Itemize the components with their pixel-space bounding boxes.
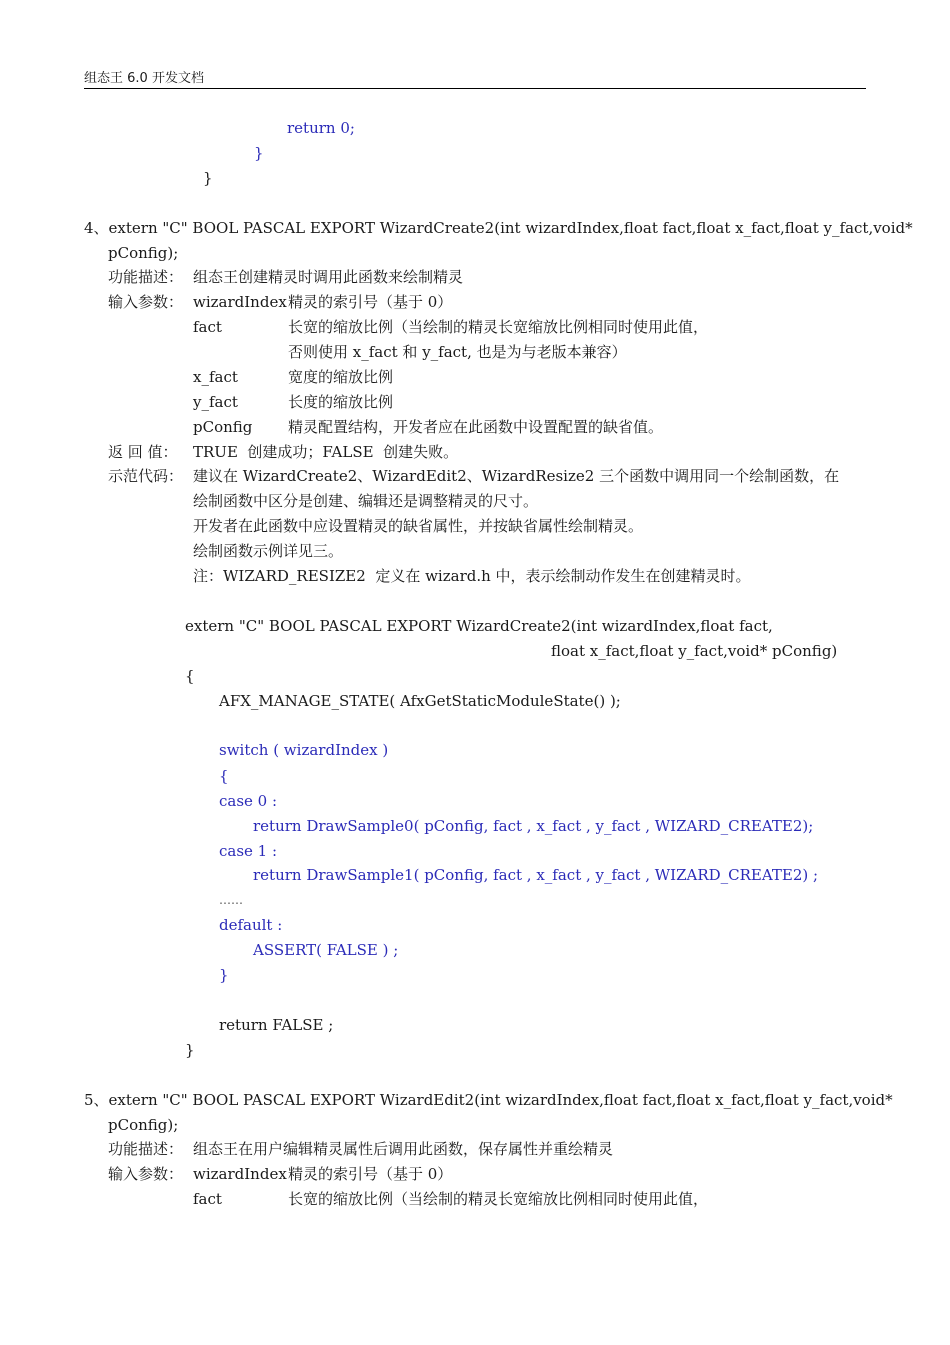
code-brace: } (254, 144, 264, 162)
code-return-false: return FALSE ; (219, 1016, 334, 1034)
return-text: TRUE 创建成功；FALSE 创建失败。 (193, 443, 459, 461)
code-ellipsis: …… (219, 893, 243, 907)
section5-signature-cont: pConfig); (108, 1116, 179, 1134)
code-return-zero: return 0; (287, 119, 355, 137)
example-line: 绘制函数示例详见三。 (193, 542, 344, 560)
param-text: 精灵配置结构，开发者应在此函数中设置配置的缺省值。 (288, 418, 664, 436)
example-label: 示范代码： (108, 467, 184, 485)
param-name: fact (193, 318, 222, 336)
desc-label: 功能描述： (108, 1140, 184, 1158)
code-signature: extern "C" BOOL PASCAL EXPORT WizardCreate2(int wizardIndex,float fact, (185, 617, 773, 635)
param-name: fact (193, 1190, 222, 1208)
param-name: x_fact (193, 368, 238, 386)
code-brace: } (203, 169, 213, 187)
code-brace: { (219, 767, 229, 785)
header-rule (84, 88, 866, 89)
param-label: 输入参数： (108, 293, 184, 311)
section4-signature: 4、extern "C" BOOL PASCAL EXPORT WizardCreate2(int wizardIndex,float fact,float x_fact,float y_fact,void* (84, 219, 913, 237)
code-switch: switch ( wizardIndex ) (219, 741, 389, 759)
desc-text: 组态王创建精灵时调用此函数来绘制精灵 (193, 268, 464, 286)
param-text: 宽度的缩放比例 (288, 368, 394, 386)
param-text: 精灵的索引号（基于 0） (288, 293, 453, 311)
code-afx: AFX_MANAGE_STATE( AfxGetStaticModuleState() ); (219, 692, 621, 710)
example-line: 注：WIZARD_RESIZE2 定义在 wizard.h 中，表示绘制动作发生在创建精灵时。 (193, 567, 751, 585)
param-label: 输入参数： (108, 1165, 184, 1183)
param-name: wizardIndex (193, 293, 287, 311)
param-text: 长宽的缩放比例（当绘制的精灵长宽缩放比例相同时使用此值， (288, 318, 709, 336)
example-line: 建议在 WizardCreate2、WizardEdit2、WizardResize2 三个函数中调用同一个绘制函数，在 (193, 467, 840, 485)
code-case: case 1 : (219, 842, 278, 860)
return-label: 返 回 值： (108, 443, 178, 461)
param-name: wizardIndex (193, 1165, 287, 1183)
code-return: return DrawSample0( pConfig, fact , x_fact , y_fact , WIZARD_CREATE2); (253, 817, 814, 835)
code-return: return DrawSample1( pConfig, fact , x_fact , y_fact , WIZARD_CREATE2) ; (253, 866, 819, 884)
code-brace: } (219, 966, 229, 984)
code-brace: { (185, 667, 195, 685)
page-header: 组态王 6.0 开发文档 (84, 71, 204, 86)
param-text: 否则使用 x_fact 和 y_fact, 也是为与老版本兼容） (288, 343, 627, 361)
code-assert: ASSERT( FALSE ) ; (253, 941, 399, 959)
param-name: pConfig (193, 418, 253, 436)
section4-signature-cont: pConfig); (108, 244, 179, 262)
desc-text: 组态王在用户编辑精灵属性后调用此函数，保存属性并重绘精灵 (193, 1140, 614, 1158)
param-text: 精灵的索引号（基于 0） (288, 1165, 453, 1183)
code-default: default : (219, 916, 283, 934)
param-text: 长宽的缩放比例（当绘制的精灵长宽缩放比例相同时使用此值， (288, 1190, 709, 1208)
section5-signature: 5、extern "C" BOOL PASCAL EXPORT WizardEdit2(int wizardIndex,float fact,float x_fact,float y_fact,void* (84, 1091, 893, 1109)
code-case: case 0 : (219, 792, 278, 810)
desc-label: 功能描述： (108, 268, 184, 286)
example-line: 绘制函数中区分是创建、编辑还是调整精灵的尺寸。 (193, 492, 539, 510)
code-signature-cont: float x_fact,float y_fact,void* pConfig) (551, 642, 838, 660)
param-name: y_fact (193, 393, 238, 411)
code-brace: } (185, 1041, 195, 1059)
example-line: 开发者在此函数中应设置精灵的缺省属性，并按缺省属性绘制精灵。 (193, 517, 644, 535)
param-text: 长度的缩放比例 (288, 393, 394, 411)
